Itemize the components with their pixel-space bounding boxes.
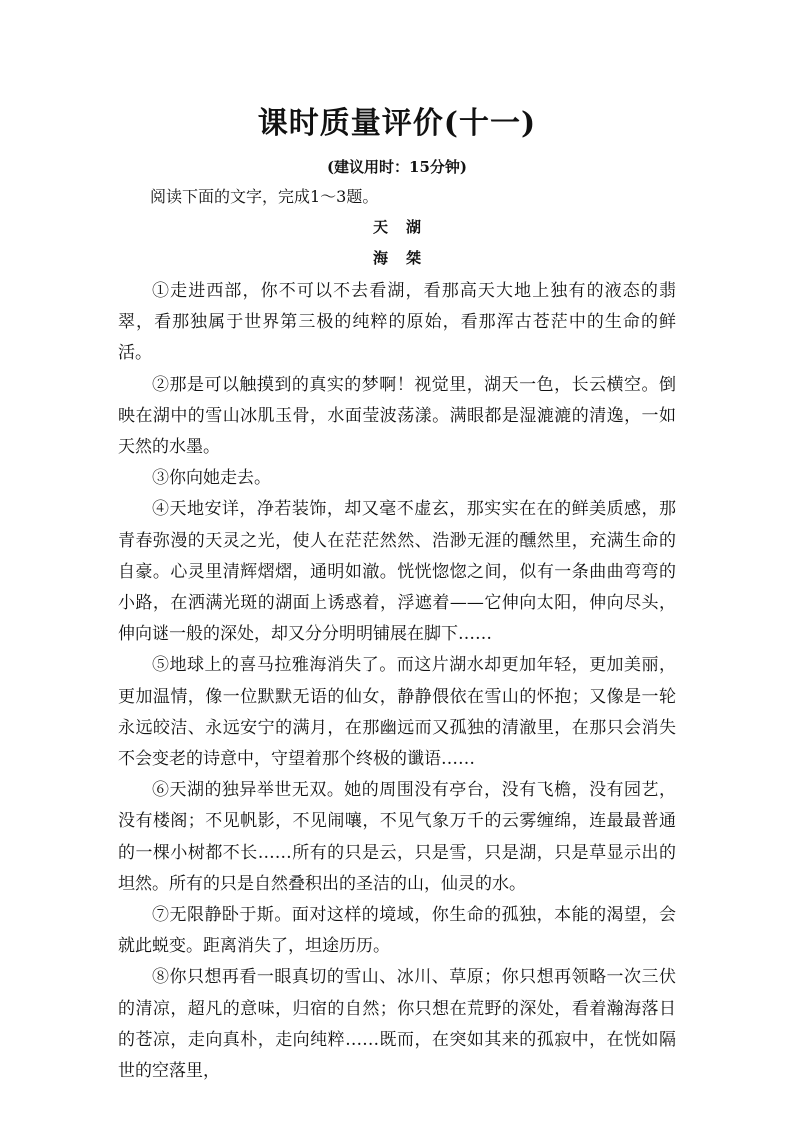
paragraph-1: ①走进西部，你不可以不去看湖，看那高天大地上独有的液态的翡翠，看那独属于世界第三极的纯粹的原始，看那浑古苍茫中的生命的鲜活。 (118, 281, 676, 364)
paragraph-8: ⑧你只想再看一眼真切的雪山、冰川、草原；你只想再领略一次三伏的清凉，超凡的意味，归宿的自然；你只想在荒野的深处，看着瀚海落日的苍凉，走向真朴，走向纯粹……既而，在突如其来的孤寂中，在恍如隔世的空落里， (118, 967, 676, 1082)
essay-author: 海桀 (372, 249, 439, 267)
time-suggestion: (建议用时：15分钟) (326, 158, 468, 176)
essay-body (118, 276, 676, 1087)
paragraph-7: ⑦无限静卧于斯。面对这样的境域，你生命的孤独，本能的渴望，会就此蜕变。距离消失了，坦途历历。 (118, 905, 676, 957)
paragraph-2: ②那是可以触摸到的真实的梦啊！视觉里，湖天一色，长云横空。倒映在湖中的雪山冰肌玉骨，水面莹波荡漾。满眼都是湿漉漉的清逸，一如天然的水墨。 (118, 374, 676, 458)
essay-title: 天湖 (372, 218, 439, 236)
reading-instruction: 阅读下面的文字，完成1～3题。 (150, 187, 379, 206)
paragraph-6: ⑥天湖的独异举世无双。她的周围没有亭台，没有飞檐，没有园艺，没有楼阁；不见帆影，不见闹嚷，不见气象万千的云雾缠绵，连最最普通的一棵小树都不长……所有的只是云，只是雪，只是湖，只是草显示出的坦然。所有的只是自然叠积出的圣洁的山，仙灵的水。 (118, 780, 676, 894)
paragraph-4: ④天地安详，净若装饰，却又毫不虚玄，那实实在在的鲜美质感，那青春弥漫的天灵之光，使人在茫茫然然、浩渺无涯的醺然里，充满生命的自豪。心灵里清辉熠熠，通明如澈。恍恍惚惚之间，似有一条曲曲弯弯的小路，在洒满光斑的湖面上诱惑着，浮遮着——它伸向太阳，伸向尽头，伸向谜一般的深处，却又分分明明铺展在脚下…… (118, 499, 676, 645)
paragraph-5: ⑤地球上的喜马拉雅海消失了。而这片湖水却更加年轻，更加美丽，更加温情，像一位默默无语的仙女，静静偎依在雪山的怀抱；又像是一轮永远皎洁、永远安宁的满月，在那幽远而又孤独的清澈里，在那只会消失不会变老的诗意中，守望着那个终极的谶语…… (118, 655, 676, 770)
paragraph-3: ③你向她走去。 (152, 468, 271, 489)
page-title: 课时质量评价(十一) (257, 106, 537, 141)
